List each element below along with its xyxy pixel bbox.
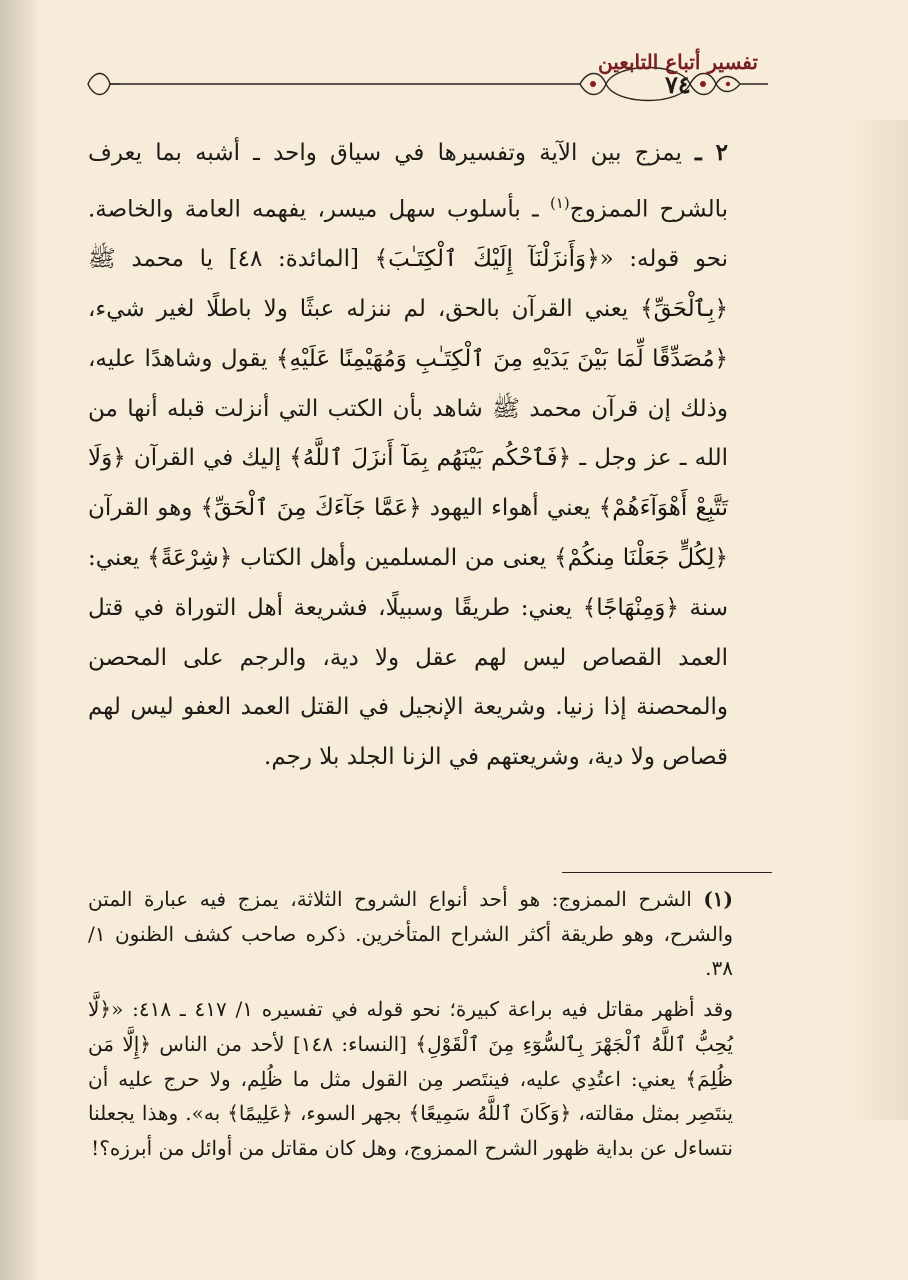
- page-gutter-shadow: [0, 0, 36, 1280]
- page-header: [80, 40, 768, 120]
- quran-verse: ﴿مُصَدِّقًا لِّمَا بَيْنَ يَدَيْهِ مِنَ ٱلْكِتَـٰبِ وَمُهَيْمِنًا عَلَيْهِ﴾: [276, 345, 728, 372]
- text-segment: إليك في القرآن: [133, 445, 282, 472]
- running-title: تفسير أتباع التابعين: [598, 50, 758, 74]
- quran-verse: ﴿وَمِنْهَاجًا﴾: [582, 594, 679, 621]
- show-through-shadow: [848, 120, 908, 1120]
- quran-verse: ﴿عَمَّا جَآءَكَ مِنَ ٱلْحَقِّ﴾: [200, 495, 422, 522]
- footnote-continuation: [88, 992, 733, 1166]
- text-segment: وهو القرآن: [88, 495, 193, 522]
- quran-verse: ﴿شِرْعَةً﴾: [147, 545, 233, 572]
- quran-verse: ﴿بِٱلْحَقِّ﴾: [640, 296, 729, 323]
- main-text: [88, 128, 728, 783]
- quran-verse: ﴿إِلَّا مَن ظُلِمَ﴾: [88, 1031, 733, 1091]
- text-segment: يعني القرآن بالحق، لم ننزله عبثًا ولا باطلًا لغير شيء،: [88, 296, 629, 323]
- text-segment: وقد أظهر مقاتل فيه براعة كبيرة؛ نحو قوله في تفسيره ١/ ٤١٧ ـ ٤١٨: «: [111, 997, 733, 1022]
- text-segment: ـ بأسلوب سهل ميسر، يفهمه العامة والخاصة. نحو قوله: «: [88, 196, 729, 273]
- quran-verse: ﴿فَٱحْكُم بَيْنَهُم بِمَآ أَنزَلَ ٱللَّهُ﴾: [289, 445, 572, 472]
- quran-verse: ﴿لِكُلٍّ جَعَلْنَا مِنكُمْ﴾: [554, 545, 729, 572]
- footnotes: [88, 882, 733, 1172]
- text-segment: يقول وشاهدًا عليه، وذلك إن قرآن محمد ﷺ شاهد بأن الكتب التي أنزلت قبله أنها من الله ـ عز وجل ـ: [88, 345, 728, 472]
- item-number: ٢ ـ: [695, 139, 728, 166]
- text-segment: يعني: اعتُدِي عليه، فينتَصر مِن القول مثل ما ظُلِم، ولا حرج عليه أن ينتَصِر بمثل مقالته،: [88, 1066, 734, 1126]
- footnote-separator: [562, 872, 772, 873]
- quran-verse: ﴿وَكَانَ ٱللَّهُ سَمِيعًا﴾: [408, 1101, 572, 1126]
- text-segment: يمزج بين الآية وتفسيرها في سياق واحد ـ أشبه بما يعرف بالشرح الممزوج: [88, 140, 729, 223]
- text-segment: [النساء: ١٤٨] لأحد من الناس: [159, 1031, 407, 1056]
- quran-verse: ﴿عَلِيمًا﴾: [227, 1101, 293, 1126]
- footnote-text: الشرح الممزوج: هو أحد أنواع الشروح الثلاثة، يمزج فيه عبارة المتن والشرح، وهو طريقة أكثر الشراح المتأخرين. ذكره صاحب كشف الظنون ١/ ٣٨.: [88, 887, 733, 981]
- footnote-reference: (١): [549, 193, 570, 212]
- footnote-marker: (١): [703, 887, 733, 911]
- text-segment: يعني: سنة: [88, 545, 729, 621]
- text-segment: يعني أهواء اليهود: [429, 495, 591, 522]
- quran-verse: ﴿وَلَا تَتَّبِعْ أَهْوَآءَهُمْ﴾: [88, 445, 729, 522]
- text-segment: به». وهذا يجعلنا نتساءل عن بداية ظهور الشرح الممزوج، وهل كان مقاتل من أوائل من أبرزه؟!: [88, 1101, 733, 1160]
- text-segment: بجهر السوء،: [299, 1101, 402, 1126]
- page-number: ٧٤: [665, 70, 691, 99]
- quran-verse: ﴿لَّا يُحِبُّ ٱللَّهُ ٱلْجَهْرَ بِٱلسُّوٓءِ مِنَ ٱلْقَوْلِ﴾: [88, 997, 733, 1056]
- footnote-1: [88, 882, 733, 986]
- quran-verse: ﴿وَأَنزَلْنَآ إِلَيْكَ ٱلْكِتَـٰبَ﴾: [374, 246, 600, 273]
- text-segment: [المائدة: ٤٨] يا محمد ﷺ: [88, 246, 359, 273]
- text-segment: يعني: طريقًا وسبيلًا، فشريعة أهل التوراة في قتل العمد القصاص ليس لهم عقل ولا دية، والرجم على المحصن والمحصنة إذا زنيا. وشريعة الإنجيل في القتل العمد العفو ليس لهم قصاص ولا دية، وشريعتهم في الزنا الجلد بلا رجم.: [88, 594, 728, 771]
- text-segment: يعنى من المسلمين وأهل الكتاب: [240, 545, 547, 572]
- paragraph-item-2: [88, 128, 728, 783]
